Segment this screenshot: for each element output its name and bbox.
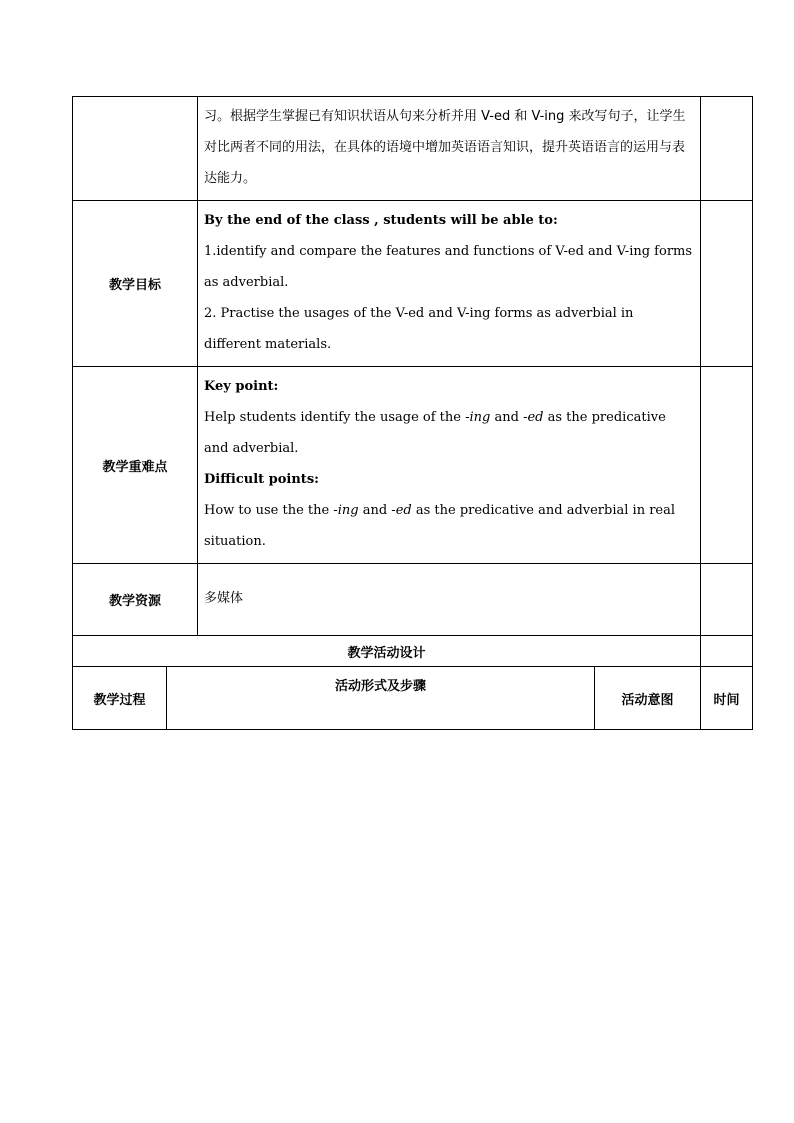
activity-header-row	[73, 667, 753, 730]
key-point-heading: Key point:	[204, 379, 279, 394]
difficult-ed: -ed	[391, 503, 412, 518]
difficult-points-text	[204, 495, 694, 557]
objectives-content	[198, 201, 701, 367]
header-time: 时间	[701, 667, 753, 730]
lesson-plan-table	[72, 96, 753, 730]
header-steps: 活动形式及步骤	[167, 667, 595, 730]
key-point-text-part: as the predicative and adverbial.	[204, 410, 666, 456]
resources-row	[73, 564, 753, 636]
key-point-text	[204, 402, 694, 464]
activity-design-row	[73, 636, 753, 667]
objectives-label: 教学目标	[73, 201, 198, 367]
intro-row	[73, 97, 753, 201]
difficult-text-part: as the predicative and adverbial in real situation.	[204, 503, 676, 549]
header-intent: 活动意图	[595, 667, 701, 730]
difficult-text-part: How to use the the	[204, 503, 334, 518]
objectives-row	[73, 201, 753, 367]
key-points-row	[73, 367, 753, 564]
header-process: 教学过程	[73, 667, 167, 730]
objective-item-2: 2. Practise the usages of the V-ed and V-ing forms as adverbial in different materials.	[204, 306, 634, 352]
objectives-heading: By the end of the class , students will be able to:	[204, 213, 558, 228]
objectives-extra-cell	[701, 201, 753, 367]
intro-text: 习。根据学生掌握已有知识状语从句来分析并用 V-ed 和 V-ing 来改写句子，让学生对比两者不同的用法，在具体的语境中增加英语语言知识，提升英语语言的运用与表达能力。	[198, 97, 701, 201]
key-point-ed: -ed	[523, 410, 544, 425]
activity-design-extra-cell	[701, 636, 753, 667]
intro-label-cell	[73, 97, 198, 201]
difficult-points-heading: Difficult points:	[204, 472, 319, 487]
intro-extra-cell	[701, 97, 753, 201]
objective-item-1: 1.identify and compare the features and functions of V-ed and V-ing forms as adverbial.	[204, 244, 693, 290]
key-point-ing: -ing	[465, 410, 491, 425]
resources-value: 多媒体	[198, 564, 701, 636]
activity-design-title: 教学活动设计	[73, 636, 701, 667]
key-points-extra-cell	[701, 367, 753, 564]
key-points-content	[198, 367, 701, 564]
difficult-ing: -ing	[333, 503, 359, 518]
difficult-text-part: and	[358, 503, 392, 518]
resources-label: 教学资源	[73, 564, 198, 636]
key-point-text-part: Help students identify the usage of the	[204, 410, 466, 425]
key-points-label: 教学重难点	[73, 367, 198, 564]
resources-extra-cell	[701, 564, 753, 636]
key-point-text-part: and	[490, 410, 524, 425]
